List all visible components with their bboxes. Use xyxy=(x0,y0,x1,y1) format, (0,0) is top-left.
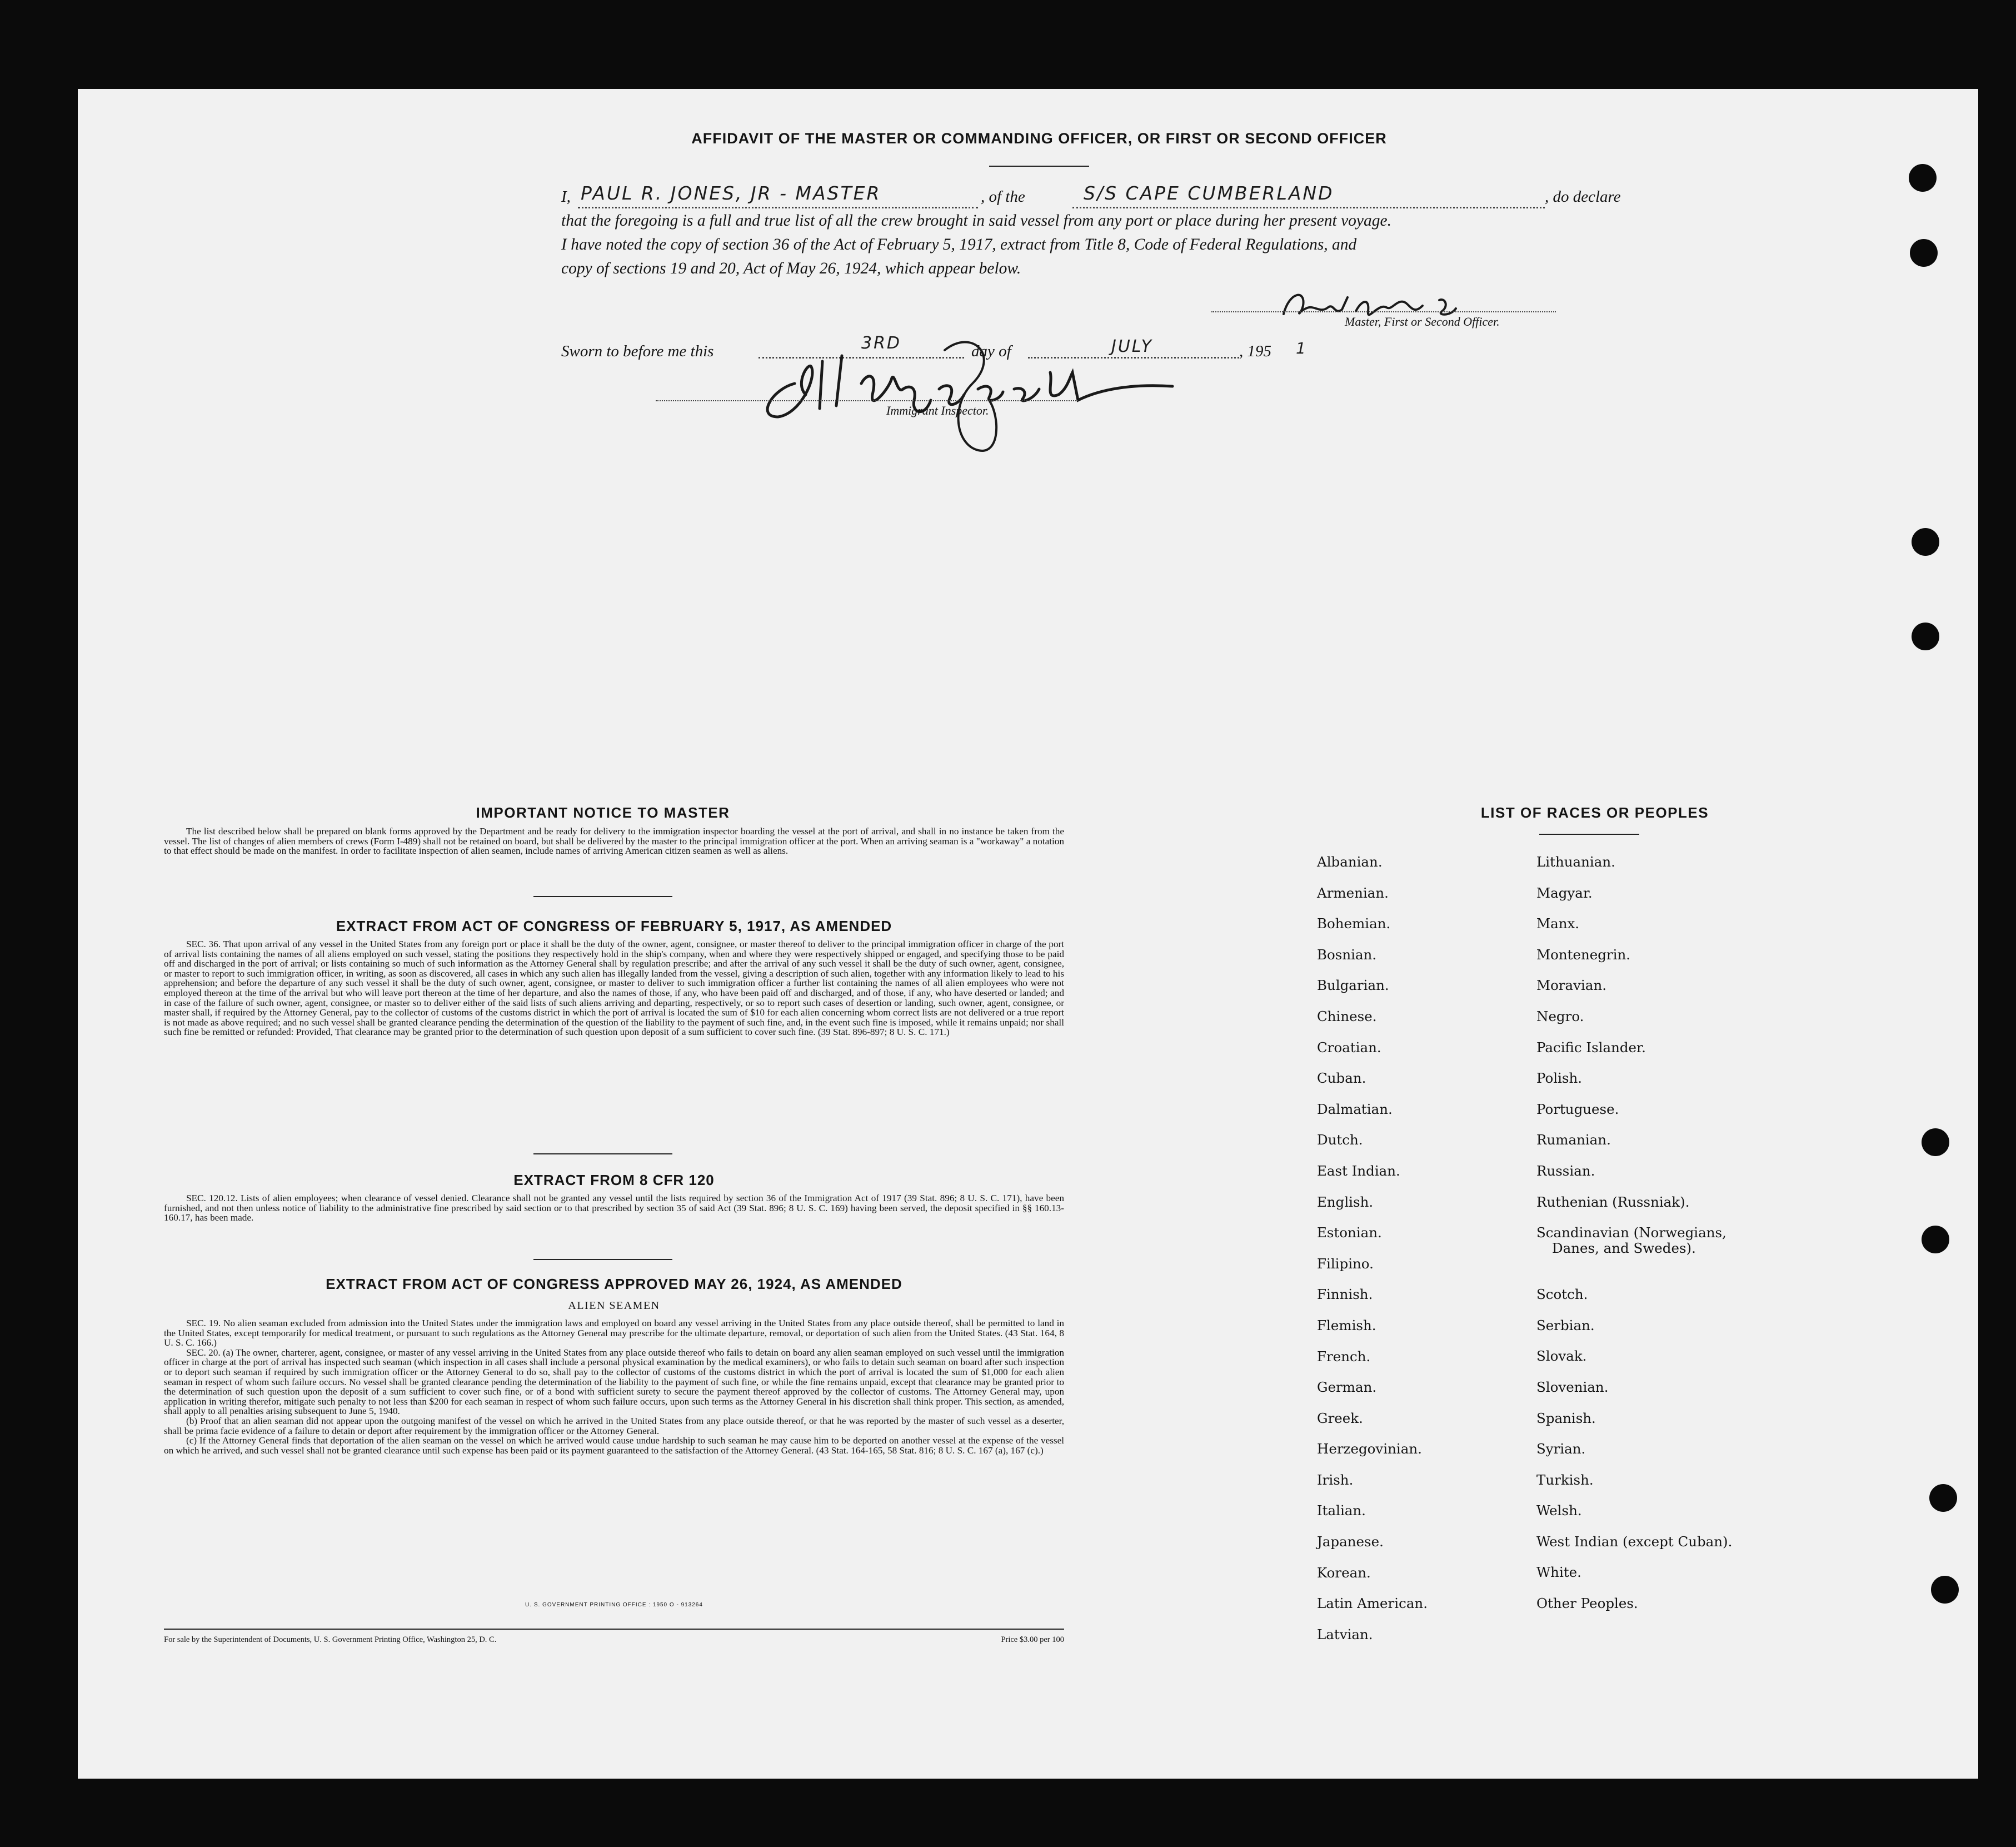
footer-rule xyxy=(164,1629,1064,1630)
year-prefix: , 195 xyxy=(1239,342,1271,360)
affidavit-body-line-1: that the foregoing is a full and true list of all the crew brought in said vessel from any port or place during her present voyage. xyxy=(561,212,1391,230)
race-item: Bosnian. xyxy=(1317,946,1377,963)
affidavit-title: AFFIDAVIT OF THE MASTER OR COMMANDING OFFICER, OR FIRST OR SECOND OFFICER xyxy=(691,130,1387,147)
race-item: German. xyxy=(1317,1379,1377,1396)
punch-hole xyxy=(1922,1226,1949,1253)
race-item: Filipino. xyxy=(1317,1255,1374,1272)
race-item: Scandinavian (Norwegians, xyxy=(1536,1224,1726,1241)
race-item: Cuban. xyxy=(1317,1070,1366,1087)
affidavit-of-the: , of the xyxy=(981,188,1025,206)
master-name-underline xyxy=(578,207,978,208)
master-caption: Master, First or Second Officer. xyxy=(1345,315,1500,328)
sec-120-12-paragraph: SEC. 120.12. Lists of alien employees; when clearance of vessel denied. Clearance shall not be granted any vessel until the lists required by section 36 of the Immigration Act of 1917 (39 Stat. 896; 8 U. S. C. 171), have been furnished, and not then unless notice of liability to the administrative fine prescribed by said section or to that prescribed by section 35 of said Act (39 Stat. 896; 8 U. S. C. 169) having been served, the deposit specified in §§ 160.13-160.17, has been made. xyxy=(164,1193,1064,1223)
notice-paragraph: The list described below shall be prepared on blank forms approved by the Department and be ready for delivery to the immigration inspector boarding the vessel at the port of arrival, and shall in no instance be taken from the vessel. The list of changes of alien members of crews (Form I-489) shall not be retained on board, but shall be delivered by the master to the principal immigration officer at the port. When an arriving seaman is a "workaway" a notation to that effect should be made on the manifest. In order to facilitate inspection of alien seamen, include names of arriving American citizen seamen as well as aliens. xyxy=(164,826,1064,857)
punch-hole xyxy=(1909,164,1937,192)
race-item: Estonian. xyxy=(1317,1224,1382,1241)
extract-1924-text xyxy=(164,1318,1064,1455)
inspector-caption: Immigrant Inspector. xyxy=(886,404,989,417)
sec-20b-paragraph: (b) Proof that an alien seaman did not appear upon the outgoing manifest of the vessel on which he arrived in the United States from any place outside thereof, or that he was reported by the master of such vessel as a deserter, shall be prima facie evidence of a failure to detain or deport after requirement by the immigration officer or the Attorney General. xyxy=(164,1415,1064,1436)
divider-1 xyxy=(533,896,672,897)
race-item: Manx. xyxy=(1536,915,1580,932)
race-item: Magyar. xyxy=(1536,884,1593,901)
punch-hole xyxy=(1912,528,1939,556)
race-item: Negro. xyxy=(1536,1008,1584,1024)
race-item: White. xyxy=(1536,1564,1581,1581)
master-signature-line xyxy=(1211,311,1556,312)
vessel-name-underline xyxy=(1072,207,1545,208)
inspector-signature xyxy=(711,306,1222,461)
race-item: Spanish. xyxy=(1536,1410,1596,1426)
race-item: Bohemian. xyxy=(1317,915,1391,932)
race-item: Latin American. xyxy=(1317,1595,1428,1612)
master-name-field: PAUL R. JONES, JR - MASTER xyxy=(581,182,881,204)
race-item: Dutch. xyxy=(1317,1132,1363,1148)
race-item: Bulgarian. xyxy=(1317,977,1389,994)
notice-text xyxy=(164,827,1064,856)
extract-1917-text xyxy=(164,939,1064,1037)
race-item: Scotch. xyxy=(1536,1286,1588,1303)
race-item: French. xyxy=(1317,1348,1371,1365)
race-item: Montenegrin. xyxy=(1536,946,1631,963)
races-right-column xyxy=(1536,854,1848,1627)
race-item: Herzegovinian. xyxy=(1317,1441,1422,1457)
race-item: Italian. xyxy=(1317,1502,1366,1519)
races-title: LIST OF RACES OR PEOPLES xyxy=(1480,804,1709,821)
race-item: English. xyxy=(1317,1193,1374,1210)
sec-20a-paragraph: SEC. 20. (a) The owner, charterer, agent, consignee, or master of any vessel arriving in the United States from any place outside thereof who fails to detain on board any alien seaman employed on such vessel until the immigration officer in charge at the port of arrival has inspected such seaman (which inspection in all cases shall include a personal physical examination by the medical examiners), or who fails to detain such seaman on board after such inspection or to deport such seaman if required by such immigration officer or the Attorney General to do so, shall pay to the collector of customs of the customs district in which the port of arrival is located the sum of $1,000 for each alien seaman in respect of whom such failure occurs. No vessel shall be granted clearance pending the determination of the liability to the payment of such fine, or while the fine remains unpaid, except that clearance may be granted prior to the determination of such question upon the deposit of a sum sufficient to cover such fine, or of a bond with sufficient surety to secure the payment thereof approved by the collector of customs. The Attorney General may, upon application in writing therefor, mitigate such penalty to not less than $200 for each seaman in respect of whom such failure occurs, upon such terms as the Attorney General in his discretion shall think proper. This section, as amended, shall apply to all penalties arising subsequent to June 5, 1940. xyxy=(164,1347,1064,1417)
race-item: Korean. xyxy=(1317,1564,1371,1581)
sworn-label: Sworn to before me this xyxy=(561,342,714,360)
race-item: Armenian. xyxy=(1317,884,1389,901)
race-item: Moravian. xyxy=(1536,977,1607,994)
race-item: Irish. xyxy=(1317,1471,1354,1488)
race-item: Slovenian. xyxy=(1536,1378,1609,1395)
race-item: Portuguese. xyxy=(1536,1101,1619,1117)
race-item: Croatian. xyxy=(1317,1039,1381,1056)
race-item: Finnish. xyxy=(1317,1286,1373,1303)
footer-right: Price $3.00 per 100 xyxy=(1001,1635,1064,1644)
punch-hole xyxy=(1931,1576,1959,1604)
year-field: 1 xyxy=(1296,339,1308,357)
race-item: Syrian. xyxy=(1536,1441,1586,1457)
sec-20c-paragraph: (c) If the Attorney General finds that deportation of the alien seaman on the vessel on which he arrived would cause undue hardship to such seaman he may cause him to be deported on another vessel at the expense of the vessel on which he arrived, and such vessel shall not be granted clearance until such expense has been paid or its payment guaranteed to the satisfaction of the Attorney General. (43 Stat. 164-165, 58 Stat. 816; 8 U. S. C. 167 (a), 167 (c).) xyxy=(164,1435,1064,1456)
race-item: West Indian (except Cuban). xyxy=(1536,1533,1733,1550)
races-left-column xyxy=(1317,854,1517,1657)
vessel-name-field: S/S CAPE CUMBERLAND xyxy=(1084,182,1334,204)
race-item: Lithuanian. xyxy=(1536,854,1615,870)
race-item: Albanian. xyxy=(1317,854,1383,870)
extract-1924-title: EXTRACT FROM ACT OF CONGRESS APPROVED MAY 26, 1924, AS AMENDED xyxy=(326,1276,902,1292)
race-item: Rumanian. xyxy=(1536,1132,1611,1148)
race-item: Latvian. xyxy=(1317,1626,1373,1642)
month-field: JULY xyxy=(1111,337,1153,356)
alien-seamen-subtitle: ALIEN SEAMEN xyxy=(568,1300,660,1312)
document-page xyxy=(78,89,1978,1779)
punch-hole xyxy=(1912,623,1939,650)
extract-cfr-title: EXTRACT FROM 8 CFR 120 xyxy=(513,1172,715,1188)
day-of-label: day of xyxy=(971,342,1011,360)
divider-2 xyxy=(533,1153,672,1154)
race-item: Welsh. xyxy=(1536,1502,1582,1519)
extract-1917-title: EXTRACT FROM ACT OF CONGRESS OF FEBRUARY 5, 1917, AS AMENDED xyxy=(336,918,892,934)
race-item: Flemish. xyxy=(1317,1317,1376,1333)
race-item: Greek. xyxy=(1317,1410,1363,1426)
races-title-divider xyxy=(1539,834,1639,835)
inspector-signature-line xyxy=(656,400,1078,401)
affidavit-i: I, xyxy=(561,188,571,206)
race-item: Danes, and Swedes). xyxy=(1552,1240,1696,1257)
divider-3 xyxy=(533,1259,672,1260)
punch-hole xyxy=(1922,1128,1949,1156)
race-item: Polish. xyxy=(1536,1070,1583,1087)
race-item: Dalmatian. xyxy=(1317,1101,1393,1117)
race-item: Pacific Islander. xyxy=(1536,1039,1646,1056)
sec-36-paragraph: SEC. 36. That upon arrival of any vessel in the United States from any foreign port or place it shall be the duty of the owner, agent, consignee, or master thereof to deliver to the principal immigration officer in charge of the port of arrival lists containing the names of all aliens employed on such vessel, stating the positions they respectively hold in the ship's company, when and where they were respectively shipped or engaged, and specifying those to be paid off and discharged in the port of arrival; or lists containing so much of such information as the Attorney General shall by regulation prescribe; and after the arrival of any such vessel it shall be the duty of such owner, agent, consignee, or master to report to such immigration officer, in writing, as soon as discovered, all cases in which any such alien has illegally landed from the vessel, giving a description of such alien, together with any information likely to lead to his apprehension; and before the departure of any such vessel it shall be the duty of such owner, agent, consignee, or master to deliver to such immigration officer a further list containing the names of all alien employees who were not employed thereon at the time of the arrival but who will leave port thereon at the time of her departure, and also the names of those, if any, who have been paid off and discharged, and of those, if any, who have deserted or landed; and in case of the failure of such owner, agent, consignee, or master so to deliver either of the said lists of such aliens arriving and departing, respectively, or so to report such cases of desertion or landing, such owner, agent, consignee, or master shall, if required by the Attorney General, pay to the collector of customs of the customs district in which the port of arrival is located the sum of $10 for each alien concerning whom correct lists are not delivered or a true report is not made as above required; and no such vessel shall be granted clearance pending the determination of the question of the liability to the payment of such fine, and, in the event such fine is imposed, while it remains unpaid; nor shall such fine be remitted or refunded: Provided, That clearance may be granted prior to the determination of such question upon deposit of a sum sufficient to cover such fine. (39 Stat. 896-897; 8 U. S. C. 171.) xyxy=(164,939,1064,1038)
sec-19-paragraph: SEC. 19. No alien seaman excluded from admission into the United States under the immigration laws and employed on board any vessel arriving in the United States from any place outside thereof, shall be permitted to land in the United States, except temporarily for medical treatment, or pursuant to such regulations as the Attorney General may prescribe for the ultimate departure, removal, or deportation of such alien from the United States. (43 Stat. 164, 8 U. S. C. 166.) xyxy=(164,1318,1064,1348)
affidavit-body-line-2: I have noted the copy of section 36 of the Act of February 5, 1917, extract from Title 8, Code of Federal Regulations, and xyxy=(561,236,1357,253)
race-item: Chinese. xyxy=(1317,1008,1377,1024)
notice-title: IMPORTANT NOTICE TO MASTER xyxy=(476,804,730,821)
printing-office-line: U. S. GOVERNMENT PRINTING OFFICE : 1950 O - 913264 xyxy=(525,1602,703,1608)
race-item: Slovak. xyxy=(1536,1348,1587,1365)
race-item: Ruthenian (Russniak). xyxy=(1536,1193,1690,1210)
day-field: 3RD xyxy=(861,333,902,353)
race-item: Turkish. xyxy=(1536,1471,1594,1488)
extract-cfr-text xyxy=(164,1193,1064,1223)
punch-hole xyxy=(1910,239,1938,267)
race-item: Russian. xyxy=(1536,1162,1595,1179)
race-item: East Indian. xyxy=(1317,1162,1400,1179)
race-item: Other Peoples. xyxy=(1536,1595,1638,1612)
title-divider xyxy=(989,166,1089,167)
footer-left: For sale by the Superintendent of Documents, U. S. Government Printing Office, Washington 25, D. C. xyxy=(164,1635,497,1644)
affidavit-body-line-3: copy of sections 19 and 20, Act of May 26, 1924, which appear below. xyxy=(561,260,1021,277)
punch-hole xyxy=(1929,1484,1957,1512)
affidavit-do-declare: , do declare xyxy=(1545,188,1621,206)
race-item: Japanese. xyxy=(1317,1534,1384,1550)
race-item: Serbian. xyxy=(1536,1317,1595,1333)
